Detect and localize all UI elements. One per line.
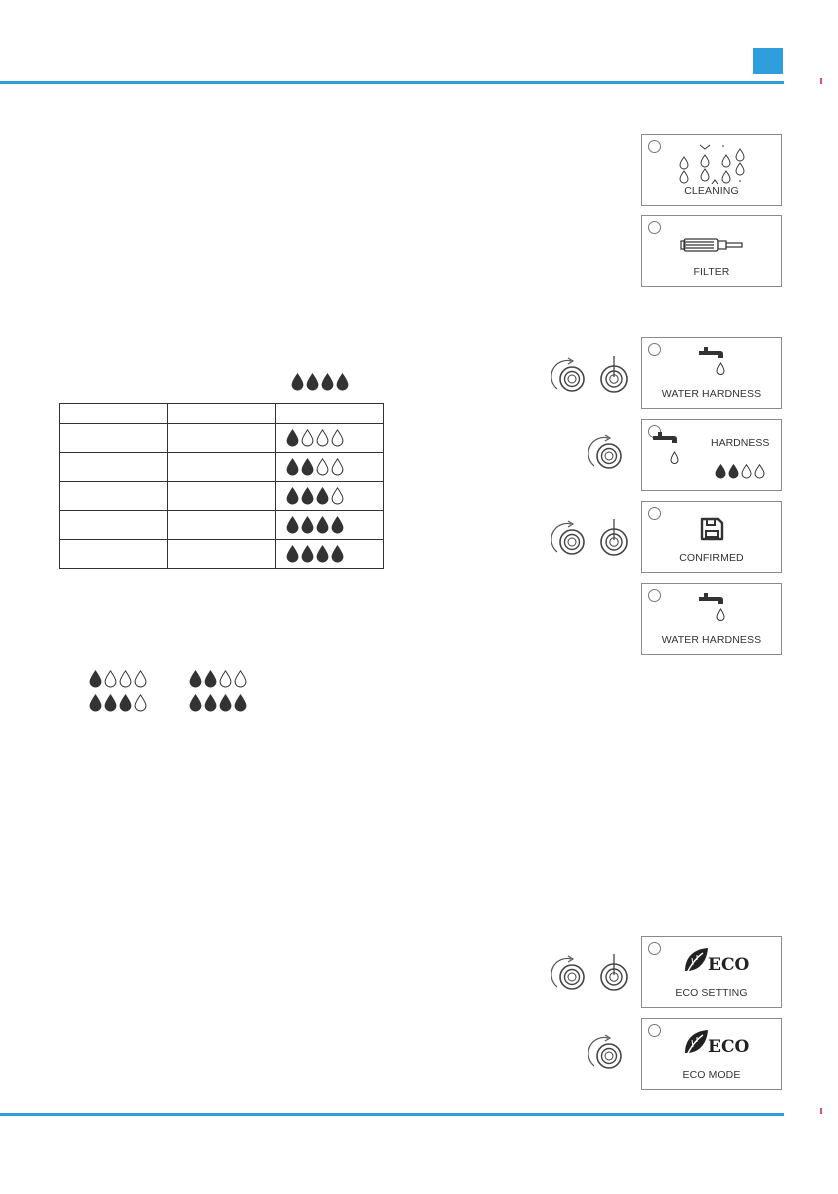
drop-empty-icon [220,671,231,687]
rotate-knob-icon[interactable] [551,955,591,995]
drop-filled-icon [729,465,738,478]
hardness-level-drops [714,464,766,479]
drop-empty-icon [332,430,343,446]
rotate-knob-icon[interactable] [588,1034,628,1074]
section-tab [753,48,783,74]
drop-filled-icon [287,546,298,562]
table-row [60,404,384,424]
rotate-knob-icon[interactable] [551,357,591,397]
eco-leaf-icon [682,1027,710,1057]
drop-filled-icon [337,374,348,390]
tap-icon [650,430,682,470]
drop-filled-icon [302,546,313,562]
drop-empty-icon [332,488,343,504]
step-marker [648,507,661,520]
drop-empty-icon [120,671,131,687]
tap-icon [696,591,728,625]
display-panel-confirmed [641,501,782,573]
display-panel-water-hardness [641,337,782,409]
table-row [60,482,384,511]
hardness-level-drops [285,545,345,563]
drop-empty-icon [755,465,764,478]
save-icon [699,516,725,542]
step-marker [648,1024,661,1037]
rotate-knob-icon[interactable] [588,434,628,474]
step-marker [648,589,661,602]
eco-logo-text: ECO [708,955,750,975]
panel-caption: ECO MODE [682,1069,741,1081]
drop-filled-icon [190,671,201,687]
water-hardness-table [59,403,384,569]
drop-empty-icon [105,671,116,687]
hardness-label: HARDNESS [711,437,770,449]
legend-drops-3 [88,694,148,712]
press-knob-icon[interactable] [597,518,631,560]
display-panel-eco-setting [641,936,782,1008]
drop-filled-icon [90,695,101,711]
drop-empty-icon [135,671,146,687]
panel-caption: CONFIRMED [679,552,744,564]
drop-filled-icon [302,459,313,475]
drop-filled-icon [322,374,333,390]
drop-filled-icon [287,517,298,533]
hardness-level-drops [285,458,345,476]
hardness-level-drops [285,429,345,447]
filter-cartridge-icon [678,234,748,256]
drop-filled-icon [287,488,298,504]
drop-filled-icon [205,695,216,711]
drop-filled-icon [332,546,343,562]
display-panel-cleaning [641,134,782,206]
drop-filled-icon [120,695,131,711]
drop-empty-icon [235,671,246,687]
display-panel-filter [641,215,782,287]
table-row [60,540,384,569]
display-panel-eco-mode [641,1018,782,1090]
drop-filled-icon [317,488,328,504]
hardness-header-drops [290,373,350,391]
panel-caption: CLEANING [684,185,739,197]
display-panel-hardness [641,419,782,491]
legend-drops-2 [188,670,248,688]
drop-empty-icon [317,430,328,446]
drop-empty-icon [135,695,146,711]
drop-empty-icon [332,459,343,475]
hardness-level-drops [285,487,345,505]
drop-filled-icon [105,695,116,711]
press-knob-icon[interactable] [597,355,631,397]
water-drops-icon [676,143,754,185]
drop-filled-icon [90,671,101,687]
drop-filled-icon [317,517,328,533]
tap-icon [696,345,728,379]
display-panel-water-hardness-2 [641,583,782,655]
panel-caption: WATER HARDNESS [661,634,762,646]
header-rule [0,81,784,84]
crop-mark-bottom [820,1108,822,1114]
panel-caption: WATER HARDNESS [661,388,762,400]
eco-logo-text: ECO [708,1037,750,1057]
press-knob-icon[interactable] [597,953,631,995]
drop-filled-icon [332,517,343,533]
drop-filled-icon [287,459,298,475]
legend-drops-4 [188,694,248,712]
step-marker [648,343,661,356]
drop-empty-icon [317,459,328,475]
drop-filled-icon [302,517,313,533]
drop-filled-icon [317,546,328,562]
rotate-knob-icon[interactable] [551,520,591,560]
table-row [60,511,384,540]
panel-caption: FILTER [693,266,730,278]
eco-leaf-icon [682,945,710,975]
drop-filled-icon [302,488,313,504]
table-row [60,453,384,482]
step-marker [648,942,661,955]
drop-empty-icon [742,465,751,478]
legend-drops-1 [88,670,148,688]
drop-filled-icon [220,695,231,711]
crop-mark-top [820,78,822,84]
step-marker [648,140,661,153]
drop-filled-icon [205,671,216,687]
drop-filled-icon [190,695,201,711]
step-marker [648,221,661,234]
drop-filled-icon [307,374,318,390]
panel-caption: ECO SETTING [675,987,748,999]
drop-empty-icon [302,430,313,446]
drop-filled-icon [292,374,303,390]
drop-filled-icon [287,430,298,446]
hardness-level-drops [285,516,345,534]
drop-filled-icon [716,465,725,478]
table-row [60,424,384,453]
drop-filled-icon [235,695,246,711]
footer-rule [0,1113,784,1116]
